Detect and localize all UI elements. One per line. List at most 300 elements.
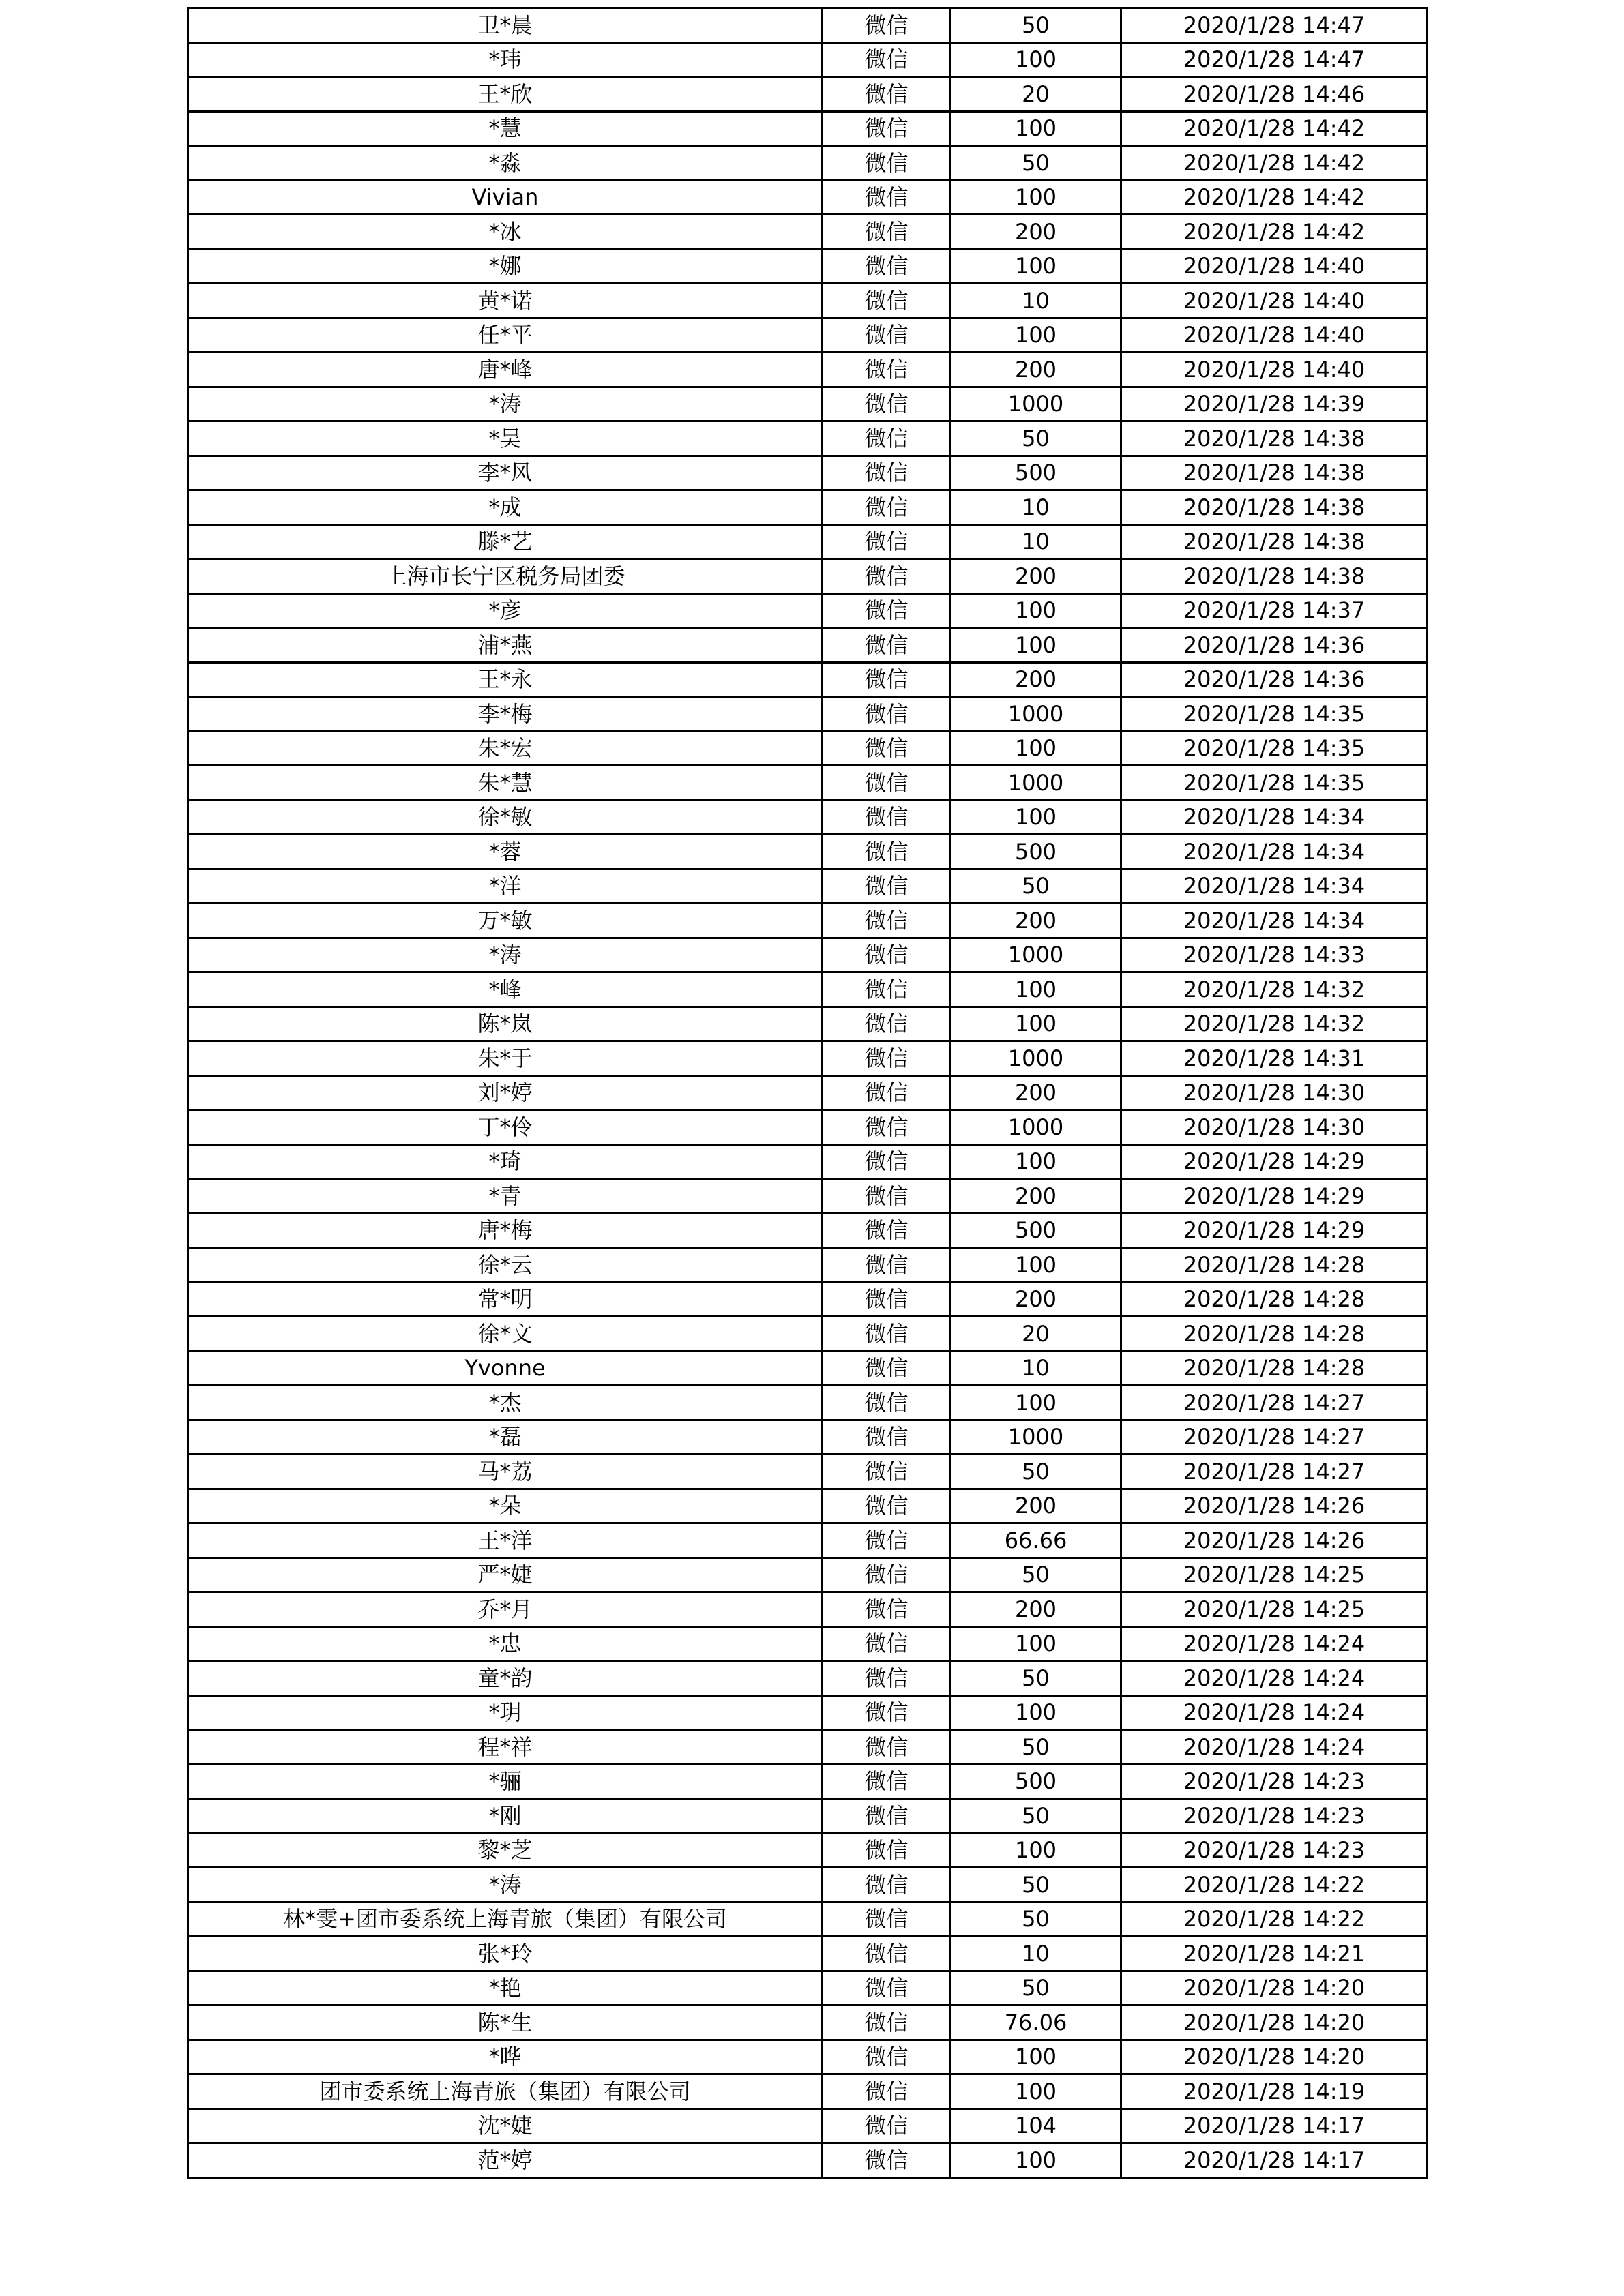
payment-channel-cell: 微信 [823, 2040, 951, 2074]
payment-channel-cell: 微信 [823, 456, 951, 490]
table-row [188, 2006, 1428, 2040]
donation-amount-cell: 1000 [951, 1420, 1121, 1455]
table-row [188, 1764, 1428, 1799]
table-row [188, 180, 1428, 215]
table-row [188, 593, 1428, 628]
donation-amount-cell: 500 [951, 1213, 1121, 1248]
donation-time-cell: 2020/1/28 14:28 [1121, 1351, 1428, 1386]
donation-amount-cell: 20 [951, 77, 1121, 112]
donation-amount-cell: 100 [951, 1695, 1121, 1730]
donation-time-cell: 2020/1/28 14:38 [1121, 421, 1428, 456]
table-row [188, 938, 1428, 972]
payment-channel-cell: 微信 [823, 215, 951, 250]
payment-channel-cell: 微信 [823, 697, 951, 732]
table-row [188, 662, 1428, 697]
payment-channel-cell: 微信 [823, 42, 951, 77]
donation-time-cell: 2020/1/28 14:30 [1121, 1075, 1428, 1110]
donor-name-cell: *琦 [188, 1144, 823, 1179]
table-row [188, 1799, 1428, 1834]
table-row [188, 77, 1428, 112]
payment-channel-cell: 微信 [823, 904, 951, 938]
donation-amount-cell: 10 [951, 490, 1121, 525]
donation-amount-cell: 50 [951, 146, 1121, 181]
table-row [188, 1420, 1428, 1455]
donation-time-cell: 2020/1/28 14:27 [1121, 1420, 1428, 1455]
donor-name-cell: *成 [188, 490, 823, 525]
donation-time-cell: 2020/1/28 14:42 [1121, 111, 1428, 146]
donor-name-cell: 李*风 [188, 456, 823, 490]
donation-time-cell: 2020/1/28 14:38 [1121, 559, 1428, 594]
payment-channel-cell: 微信 [823, 1075, 951, 1110]
donor-name-cell: *艳 [188, 1971, 823, 2006]
donor-name-cell: 李*梅 [188, 697, 823, 732]
donor-name-cell: 严*婕 [188, 1557, 823, 1592]
donation-time-cell: 2020/1/28 14:38 [1121, 490, 1428, 525]
table-row [188, 1007, 1428, 1041]
payment-channel-cell: 微信 [823, 1041, 951, 1076]
donation-amount-cell: 20 [951, 1317, 1121, 1352]
donor-name-cell: 任*平 [188, 318, 823, 353]
payment-channel-cell: 微信 [823, 8, 951, 43]
donation-time-cell: 2020/1/28 14:32 [1121, 1007, 1428, 1041]
donor-name-cell: 滕*艺 [188, 524, 823, 559]
donation-amount-cell: 100 [951, 318, 1121, 353]
donation-time-cell: 2020/1/28 14:22 [1121, 1868, 1428, 1903]
donation-time-cell: 2020/1/28 14:29 [1121, 1179, 1428, 1214]
donation-time-cell: 2020/1/28 14:26 [1121, 1523, 1428, 1558]
table-row [188, 1626, 1428, 1661]
donor-name-cell: 陈*生 [188, 2006, 823, 2040]
donor-name-cell: 浦*燕 [188, 628, 823, 663]
donation-time-cell: 2020/1/28 14:26 [1121, 1489, 1428, 1523]
donor-name-cell: 朱*于 [188, 1041, 823, 1076]
donation-time-cell: 2020/1/28 14:24 [1121, 1730, 1428, 1765]
table-row [188, 1351, 1428, 1386]
donation-time-cell: 2020/1/28 14:40 [1121, 284, 1428, 318]
donation-time-cell: 2020/1/28 14:19 [1121, 2074, 1428, 2109]
table-row [188, 42, 1428, 77]
donor-name-cell: *昊 [188, 421, 823, 456]
donation-time-cell: 2020/1/28 14:34 [1121, 869, 1428, 904]
donor-name-cell: 团市委系统上海青旅（集团）有限公司 [188, 2074, 823, 2109]
table-row [188, 2074, 1428, 2109]
donation-amount-cell: 1000 [951, 1041, 1121, 1076]
table-row [188, 456, 1428, 490]
table-row [188, 1902, 1428, 1937]
donation-time-cell: 2020/1/28 14:46 [1121, 77, 1428, 112]
donation-amount-cell: 100 [951, 593, 1121, 628]
donation-amount-cell: 100 [951, 42, 1121, 77]
donor-name-cell: *杰 [188, 1386, 823, 1420]
donation-amount-cell: 100 [951, 111, 1121, 146]
donation-time-cell: 2020/1/28 14:39 [1121, 387, 1428, 421]
donation-time-cell: 2020/1/28 14:38 [1121, 456, 1428, 490]
donation-amount-cell: 200 [951, 1489, 1121, 1523]
payment-channel-cell: 微信 [823, 1902, 951, 1937]
table-row [188, 421, 1428, 456]
donor-name-cell: 徐*文 [188, 1317, 823, 1352]
payment-channel-cell: 微信 [823, 1144, 951, 1179]
payment-channel-cell: 微信 [823, 662, 951, 697]
donation-time-cell: 2020/1/28 14:37 [1121, 593, 1428, 628]
donor-name-cell: *骊 [188, 1764, 823, 1799]
table-row [188, 2143, 1428, 2178]
donation-time-cell: 2020/1/28 14:42 [1121, 215, 1428, 250]
payment-channel-cell: 微信 [823, 421, 951, 456]
payment-channel-cell: 微信 [823, 1661, 951, 1696]
donation-amount-cell: 76.06 [951, 2006, 1121, 2040]
donation-amount-cell: 1000 [951, 766, 1121, 801]
donation-amount-cell: 100 [951, 731, 1121, 766]
payment-channel-cell: 微信 [823, 1730, 951, 1765]
donation-amount-cell: 100 [951, 1626, 1121, 1661]
payment-channel-cell: 微信 [823, 628, 951, 663]
table-row [188, 1937, 1428, 1971]
table-row [188, 1144, 1428, 1179]
donation-amount-cell: 100 [951, 2040, 1121, 2074]
donation-time-cell: 2020/1/28 14:35 [1121, 766, 1428, 801]
donation-time-cell: 2020/1/28 14:23 [1121, 1764, 1428, 1799]
payment-channel-cell: 微信 [823, 1420, 951, 1455]
table-row [188, 869, 1428, 904]
donation-time-cell: 2020/1/28 14:21 [1121, 1937, 1428, 1971]
donor-name-cell: 沈*婕 [188, 2108, 823, 2143]
donation-time-cell: 2020/1/28 14:40 [1121, 249, 1428, 284]
donation-time-cell: 2020/1/28 14:30 [1121, 1110, 1428, 1145]
donation-time-cell: 2020/1/28 14:35 [1121, 731, 1428, 766]
donor-name-cell: 黄*诺 [188, 284, 823, 318]
donation-time-cell: 2020/1/28 14:24 [1121, 1626, 1428, 1661]
table-row [188, 1455, 1428, 1489]
donation-amount-cell: 200 [951, 904, 1121, 938]
payment-channel-cell: 微信 [823, 249, 951, 284]
donor-name-cell: 唐*峰 [188, 353, 823, 387]
donation-amount-cell: 100 [951, 1248, 1121, 1283]
payment-channel-cell: 微信 [823, 353, 951, 387]
donation-amount-cell: 66.66 [951, 1523, 1121, 1558]
donor-name-cell: 万*敏 [188, 904, 823, 938]
table-row [188, 972, 1428, 1007]
donation-amount-cell: 100 [951, 800, 1121, 835]
payment-channel-cell: 微信 [823, 869, 951, 904]
donor-name-cell: 刘*婷 [188, 1075, 823, 1110]
donation-amount-cell: 100 [951, 249, 1121, 284]
payment-channel-cell: 微信 [823, 1007, 951, 1041]
donation-amount-cell: 500 [951, 1764, 1121, 1799]
payment-channel-cell: 微信 [823, 1282, 951, 1317]
donation-amount-cell: 10 [951, 284, 1121, 318]
donor-name-cell: Yvonne [188, 1351, 823, 1386]
donation-amount-cell: 200 [951, 1075, 1121, 1110]
donor-name-cell: *蓉 [188, 835, 823, 869]
table-row [188, 697, 1428, 732]
donation-amount-cell: 1000 [951, 387, 1121, 421]
donation-amount-cell: 100 [951, 2074, 1121, 2109]
donor-name-cell: *磊 [188, 1420, 823, 1455]
donor-name-cell: 徐*云 [188, 1248, 823, 1283]
payment-channel-cell: 微信 [823, 284, 951, 318]
table-row [188, 1489, 1428, 1523]
table-row [188, 1110, 1428, 1145]
table-row [188, 146, 1428, 181]
table-row [188, 1971, 1428, 2006]
donation-amount-cell: 50 [951, 1661, 1121, 1696]
donation-time-cell: 2020/1/28 14:23 [1121, 1833, 1428, 1868]
donor-name-cell: 上海市长宁区税务局团委 [188, 559, 823, 594]
payment-channel-cell: 微信 [823, 1626, 951, 1661]
donation-time-cell: 2020/1/28 14:47 [1121, 42, 1428, 77]
payment-channel-cell: 微信 [823, 77, 951, 112]
donor-name-cell: *涛 [188, 387, 823, 421]
donor-name-cell: *彦 [188, 593, 823, 628]
donation-time-cell: 2020/1/28 14:22 [1121, 1902, 1428, 1937]
donation-amount-cell: 50 [951, 1730, 1121, 1765]
donor-name-cell: *玥 [188, 1695, 823, 1730]
donation-time-cell: 2020/1/28 14:17 [1121, 2108, 1428, 2143]
donation-amount-cell: 50 [951, 1455, 1121, 1489]
table-row [188, 559, 1428, 594]
donation-amount-cell: 10 [951, 1937, 1121, 1971]
payment-channel-cell: 微信 [823, 766, 951, 801]
donation-time-cell: 2020/1/28 14:20 [1121, 1971, 1428, 2006]
table-row [188, 318, 1428, 353]
payment-channel-cell: 微信 [823, 593, 951, 628]
payment-channel-cell: 微信 [823, 1213, 951, 1248]
payment-channel-cell: 微信 [823, 1557, 951, 1592]
table-row [188, 1248, 1428, 1283]
donor-name-cell: 乔*月 [188, 1592, 823, 1627]
donation-time-cell: 2020/1/28 14:47 [1121, 8, 1428, 43]
table-row [188, 1557, 1428, 1592]
payment-channel-cell: 微信 [823, 559, 951, 594]
donor-name-cell: 丁*伶 [188, 1110, 823, 1145]
table-row [188, 766, 1428, 801]
payment-channel-cell: 微信 [823, 387, 951, 421]
donation-amount-cell: 1000 [951, 697, 1121, 732]
donation-amount-cell: 10 [951, 1351, 1121, 1386]
payment-channel-cell: 微信 [823, 1764, 951, 1799]
donation-time-cell: 2020/1/28 14:29 [1121, 1213, 1428, 1248]
donor-name-cell: 范*婷 [188, 2143, 823, 2178]
donation-time-cell: 2020/1/28 14:34 [1121, 904, 1428, 938]
donation-time-cell: 2020/1/28 14:33 [1121, 938, 1428, 972]
donation-amount-cell: 50 [951, 1557, 1121, 1592]
table-row [188, 353, 1428, 387]
table-row [188, 1317, 1428, 1352]
donor-name-cell: *慧 [188, 111, 823, 146]
donation-time-cell: 2020/1/28 14:20 [1121, 2040, 1428, 2074]
donor-name-cell: 陈*岚 [188, 1007, 823, 1041]
donor-name-cell: 马*荔 [188, 1455, 823, 1489]
table-row [188, 490, 1428, 525]
table-row [188, 284, 1428, 318]
payment-channel-cell: 微信 [823, 490, 951, 525]
donor-name-cell: *玮 [188, 42, 823, 77]
table-row [188, 1523, 1428, 1558]
donation-amount-cell: 200 [951, 1282, 1121, 1317]
donor-name-cell: 唐*梅 [188, 1213, 823, 1248]
donation-time-cell: 2020/1/28 14:35 [1121, 697, 1428, 732]
donation-time-cell: 2020/1/28 14:23 [1121, 1799, 1428, 1834]
payment-channel-cell: 微信 [823, 2108, 951, 2143]
donation-amount-cell: 200 [951, 1592, 1121, 1627]
payment-channel-cell: 微信 [823, 111, 951, 146]
donation-table [187, 7, 1428, 2179]
table-row [188, 1661, 1428, 1696]
donor-name-cell: *涛 [188, 1868, 823, 1903]
donation-amount-cell: 200 [951, 559, 1121, 594]
donation-time-cell: 2020/1/28 14:36 [1121, 662, 1428, 697]
donor-name-cell: 程*祥 [188, 1730, 823, 1765]
donation-amount-cell: 200 [951, 662, 1121, 697]
donation-amount-cell: 104 [951, 2108, 1121, 2143]
payment-channel-cell: 微信 [823, 1248, 951, 1283]
donation-table-body [188, 8, 1428, 2178]
table-row [188, 2108, 1428, 2143]
donor-name-cell: 王*洋 [188, 1523, 823, 1558]
payment-channel-cell: 微信 [823, 800, 951, 835]
donor-name-cell: 童*韵 [188, 1661, 823, 1696]
payment-channel-cell: 微信 [823, 180, 951, 215]
payment-channel-cell: 微信 [823, 972, 951, 1007]
table-row [188, 8, 1428, 43]
donation-amount-cell: 100 [951, 972, 1121, 1007]
payment-channel-cell: 微信 [823, 1833, 951, 1868]
table-row [188, 1075, 1428, 1110]
table-row [188, 1592, 1428, 1627]
table-row [188, 1833, 1428, 1868]
donation-time-cell: 2020/1/28 14:31 [1121, 1041, 1428, 1076]
donation-time-cell: 2020/1/28 14:25 [1121, 1592, 1428, 1627]
donation-time-cell: 2020/1/28 14:28 [1121, 1282, 1428, 1317]
donation-amount-cell: 100 [951, 1833, 1121, 1868]
donor-name-cell: 朱*宏 [188, 731, 823, 766]
donation-time-cell: 2020/1/28 14:20 [1121, 2006, 1428, 2040]
table-row [188, 2040, 1428, 2074]
table-row [188, 387, 1428, 421]
table-row [188, 249, 1428, 284]
donation-amount-cell: 1000 [951, 938, 1121, 972]
donation-amount-cell: 50 [951, 1799, 1121, 1834]
donation-time-cell: 2020/1/28 14:34 [1121, 800, 1428, 835]
donor-name-cell: *忠 [188, 1626, 823, 1661]
donor-name-cell: *青 [188, 1179, 823, 1214]
donation-time-cell: 2020/1/28 14:28 [1121, 1248, 1428, 1283]
donation-time-cell: 2020/1/28 14:27 [1121, 1455, 1428, 1489]
payment-channel-cell: 微信 [823, 1179, 951, 1214]
donor-name-cell: 林*雯+团市委系统上海青旅（集团）有限公司 [188, 1902, 823, 1937]
donation-amount-cell: 100 [951, 628, 1121, 663]
table-row [188, 1282, 1428, 1317]
donor-name-cell: *冰 [188, 215, 823, 250]
donation-amount-cell: 100 [951, 1144, 1121, 1179]
donor-name-cell: 卫*晨 [188, 8, 823, 43]
donor-name-cell: *晔 [188, 2040, 823, 2074]
donation-amount-cell: 100 [951, 1007, 1121, 1041]
donation-amount-cell: 500 [951, 835, 1121, 869]
donor-name-cell: *洋 [188, 869, 823, 904]
table-row [188, 628, 1428, 663]
payment-channel-cell: 微信 [823, 1868, 951, 1903]
donation-amount-cell: 200 [951, 353, 1121, 387]
payment-channel-cell: 微信 [823, 318, 951, 353]
donation-amount-cell: 100 [951, 180, 1121, 215]
payment-channel-cell: 微信 [823, 2006, 951, 2040]
payment-channel-cell: 微信 [823, 2074, 951, 2109]
payment-channel-cell: 微信 [823, 1351, 951, 1386]
payment-channel-cell: 微信 [823, 731, 951, 766]
table-row [188, 800, 1428, 835]
payment-channel-cell: 微信 [823, 1523, 951, 1558]
donation-amount-cell: 1000 [951, 1110, 1121, 1145]
payment-channel-cell: 微信 [823, 524, 951, 559]
donation-amount-cell: 500 [951, 456, 1121, 490]
payment-channel-cell: 微信 [823, 1695, 951, 1730]
donor-name-cell: *朵 [188, 1489, 823, 1523]
donor-name-cell: Vivian [188, 180, 823, 215]
table-row [188, 1695, 1428, 1730]
donation-amount-cell: 200 [951, 215, 1121, 250]
payment-channel-cell: 微信 [823, 1110, 951, 1145]
table-row [188, 1386, 1428, 1420]
donation-amount-cell: 100 [951, 1386, 1121, 1420]
donation-time-cell: 2020/1/28 14:24 [1121, 1695, 1428, 1730]
donor-name-cell: 徐*敏 [188, 800, 823, 835]
table-row [188, 1179, 1428, 1214]
payment-channel-cell: 微信 [823, 1317, 951, 1352]
table-row [188, 111, 1428, 146]
payment-channel-cell: 微信 [823, 1455, 951, 1489]
payment-channel-cell: 微信 [823, 1971, 951, 2006]
payment-channel-cell: 微信 [823, 1489, 951, 1523]
donation-time-cell: 2020/1/28 14:36 [1121, 628, 1428, 663]
donation-time-cell: 2020/1/28 14:27 [1121, 1386, 1428, 1420]
donation-time-cell: 2020/1/28 14:28 [1121, 1317, 1428, 1352]
table-row [188, 1213, 1428, 1248]
donation-time-cell: 2020/1/28 14:42 [1121, 146, 1428, 181]
donation-time-cell: 2020/1/28 14:25 [1121, 1557, 1428, 1592]
table-row [188, 731, 1428, 766]
donation-amount-cell: 50 [951, 1971, 1121, 2006]
donation-time-cell: 2020/1/28 14:40 [1121, 353, 1428, 387]
donation-time-cell: 2020/1/28 14:24 [1121, 1661, 1428, 1696]
donor-name-cell: *涛 [188, 938, 823, 972]
donor-name-cell: 张*玲 [188, 1937, 823, 1971]
table-row [188, 904, 1428, 938]
table-row [188, 1730, 1428, 1765]
donor-name-cell: *淼 [188, 146, 823, 181]
payment-channel-cell: 微信 [823, 1386, 951, 1420]
payment-channel-cell: 微信 [823, 1937, 951, 1971]
payment-channel-cell: 微信 [823, 835, 951, 869]
payment-channel-cell: 微信 [823, 1592, 951, 1627]
table-row [188, 1868, 1428, 1903]
donation-amount-cell: 200 [951, 1179, 1121, 1214]
donor-name-cell: 王*永 [188, 662, 823, 697]
donation-amount-cell: 50 [951, 869, 1121, 904]
donor-name-cell: 常*明 [188, 1282, 823, 1317]
donor-name-cell: *峰 [188, 972, 823, 1007]
table-row [188, 215, 1428, 250]
table-row [188, 1041, 1428, 1076]
donation-amount-cell: 100 [951, 2143, 1121, 2178]
donation-time-cell: 2020/1/28 14:38 [1121, 524, 1428, 559]
payment-channel-cell: 微信 [823, 938, 951, 972]
table-row [188, 524, 1428, 559]
donation-amount-cell: 50 [951, 8, 1121, 43]
payment-channel-cell: 微信 [823, 1799, 951, 1834]
donation-time-cell: 2020/1/28 14:29 [1121, 1144, 1428, 1179]
